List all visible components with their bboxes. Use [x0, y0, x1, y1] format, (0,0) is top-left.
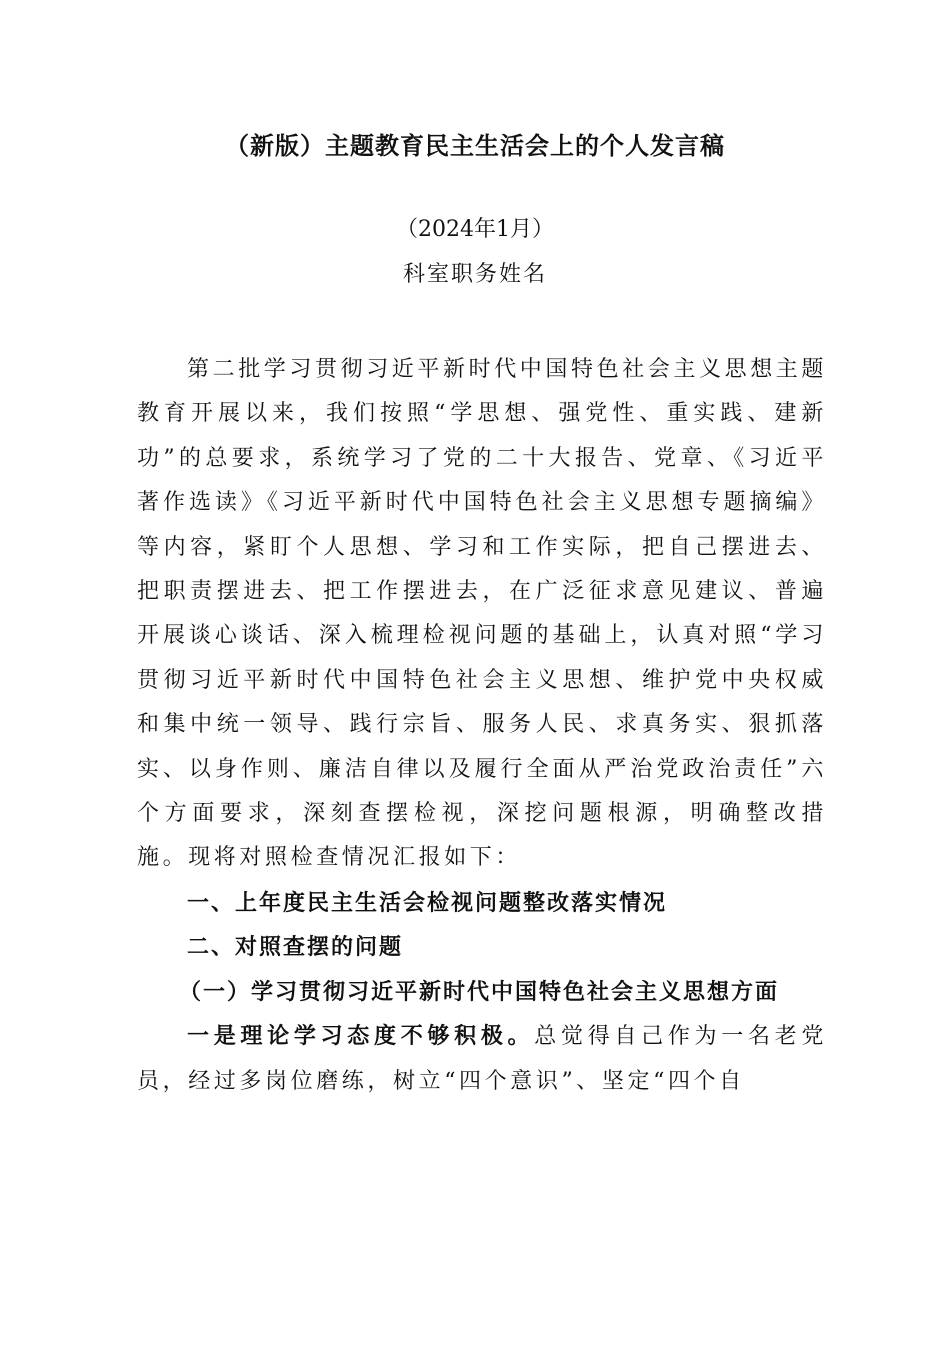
document-date: （2024年1月）: [396, 217, 554, 242]
intro-paragraph: 第二批学习贯彻习近平新时代中国特色社会主义思想主题教育开展以来，我们按照“学思想、强党性、重实践、建新功”的总要求，系统学习了党的二十大报告、党章、《习近平著作选读》《习近平新时代中国特色社会主义思想专题摘编》等内容，紧盯个人思想、学习和工作实际，把自己摆进去、把职责摆进去、把工作摆进去，在广泛征求意见建议、普遍开展谈心谈话、深入梳理检视问题的基础上，认真对照“学习贯彻习近平新时代中国特色社会主义思想、维护党中央权威和集中统一领导、践行宗旨、服务人民、求真务实、狠抓落实、以身作则、廉洁自律以及履行全面从严治党政治责任”六个方面要求，深刻查摆检视，深挖问题根源，明确整改措施。现将对照检查情况汇报如下：: [137, 357, 828, 871]
point-1-text: 总觉得自己作为一名老党员，经过多岗位磨练，树立“四个意识”、坚定“四个自: [137, 1024, 827, 1094]
document-title: （新版）主题教育民主生活会上的个人发言稿: [225, 131, 725, 160]
point-1-lead: 一是理论学习态度不够积极。: [187, 1023, 535, 1050]
subsection-heading-1: （一）学习贯彻习近平新时代中国特色社会主义思想方面: [179, 978, 780, 1005]
point-1-paragraph: [137, 1014, 827, 1104]
document-body: [137, 348, 827, 1104]
document-author: 科室职务姓名: [402, 262, 547, 287]
section-heading-2: 二、对照查摆的问题: [187, 934, 404, 961]
section-heading-1: 一、上年度民主生活会检视问题整改落实情况: [187, 889, 668, 916]
